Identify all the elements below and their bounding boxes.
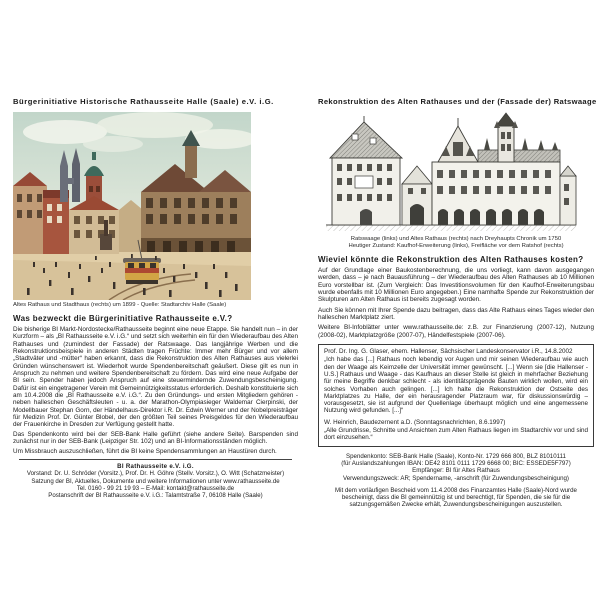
glaser-quote-text: „Ich habe das [...] Rathaus noch lebendig vor Augen und mir seinen Wiederaufbau wie auch den der Waage als Keimzelle der Universität immer gewünscht. [...] Wenn sie [die Hallenser - U.S.] Rathaus und Waage - das Kaufhaus an dieser Stelle ist gleich in mehrfacher Beziehung für meine Begriffe denkbar schlecht - als identitätsprägende Bauten wirklich wollen, wird ein solches Vorhaben auch gelingen. [...] Ich halte die Rekonstruktion der Ostseite des Marktplatzes zu Halle, der ein herausragender Platzraum war, für diskussionswürdig – vorausgesetzt, sie ist aufgrund der Quellenlage überhaupt möglich und eine angemessene Nutzung wird gefunden. [...]“ (324, 356, 588, 415)
left-image-caption: Altes Rathaus und Stadthaus (rechts) um 1899 - Quelle: Stadtarchiv Halle (Saale) (13, 302, 227, 308)
left-paragraph-3: Um Missbrauch auszuschließen, führt die BI keine Spendensammlungen an Haustüren durch. (13, 447, 277, 455)
donation-iban-line: (für Auslandszahlungen IBAN: DE42 8101 0111 1729 6668 00; BIC: ESSEDE5F797) (341, 459, 571, 467)
right-caption-line-1: Ratswaage (links) und Altes Rathaus (rechts) nach Dreyhaupts Chronik um 1750 (350, 236, 562, 242)
left-column (13, 97, 298, 500)
organization-name: BI Rathausseite e.V. i.G. (117, 462, 194, 470)
right-image-caption (318, 236, 594, 250)
footer-website-line: Satzung der BI, Aktuelles, Dokumente und weitere Informationen unter www.rathausseite.de (31, 477, 280, 485)
engraving-ratswaage-altes-rathaus (322, 112, 580, 234)
left-paragraph-2: Das Spendenkonto wird bei der SEB-Bank Halle geführt (siehe andere Seite). Barspenden sind zunächst nur in der SEB-Bank (Leipziger Str. 102) und an BI-Informationsständen möglich. (13, 430, 298, 446)
donation-account-block (318, 453, 594, 482)
donation-account-line: Spendenkonto: SEB-Bank Halle (Saale), Konto-Nr. 1729 666 800, BLZ 81010111 (346, 452, 566, 460)
left-section-heading: Was bezweckt die Bürgerinitiative Rathausseite e.V.? (13, 314, 233, 323)
right-caption-line-2: Heutiger Zustand: Kaufhof-Erweiterung (links), Freifläche vor dem Ratshof (rechts) (348, 243, 564, 249)
donation-purpose-line: Verwendungszweck: AR; Spendername, -anschrift (für Zuwendungsbescheinigung) (343, 474, 569, 482)
right-paragraph-2: Auch Sie können mit Ihrer Spende dazu beitragen, dass das Alte Rathaus eines Tages wieder den halleschen Marktplatz ziert. (318, 306, 594, 322)
footer-postal-line: Postanschrift der BI Rathausseite e.V. i.G.: Talamtstraße 7, 06108 Halle (Saale) (48, 492, 263, 500)
right-column (318, 97, 597, 509)
footer-board-line: Vorstand: Dr. U. Schröder (Vorsitz.), Prof. Dr. H. Göhre (Stellv. Vorsitz.), O. Witt (Schatzmeister) (26, 470, 285, 478)
contact-footer (13, 463, 298, 500)
right-annex (560, 166, 576, 225)
heinrich-quote-text: „Alle Grundrisse, Schnitte und Ansichten zum Alten Rathaus liegen im Stadtarchiv vor und sind dort einzusehen.“ (324, 427, 588, 442)
right-column-title: Rekonstruktion des Alten Rathauses und der (Fassade der) Ratswaage (318, 97, 597, 106)
left-paragraph-1: Die bisherige BI Markt-Nordostecke/Rathausseite beginnt eine neue Etappe. Sie handelt nun – in der Kurzform – als „BI Rathausseite e.V. i.G.“ und setzt sich weiterhin ein für den Wiederaufbau des Alten Rathauses und (zumindest der Fassade) der Ratswaage. Das langjährige Werben und die Rekonstruktionsbeispiele in anderen Städten tragen Früchte: Immer mehr Bürger und vor allem „Stadtväter und -mütter“ haben erkannt, dass die Rekonstruktion des Alten Rathauses aus vielerlei Gründen wünschenswert ist. Wiederholt wurde Spendenbereitschaft geäußert. Diese gilt es nun in Anspruch zu nehmen und weitere Spendenbereitschaft zu fördern. Das wird eine neue Aufgabe der BI sein. Spender haben jedoch Anspruch auf eine steuermindernde Zuwendungsbescheinigung. Dafür ist ein eingetragener Verein mit Gemeinnützigkeitsstatus erforderlich. Deshalb konstituierte sich am 10.4.2008 die „BI Rathausseite e.V. i.G.“. Zu den Gründungs- und ersten Mitgliedern gehören - neben halleschen Geschäftsleuten - u. a. der Marathon-Olympiasieger Waldemar Cierpinski, der Modellbauer Stephan Gorn, der Händelhaus-Direktor i.R. Dr. Edwin Werner und der Nobelpreisträger für Medizin Prof. Dr. Günter Blobel, der den größten Teil seines Preisgeldes für den Wiederaufbau der Frauenkirche in Dresden zur Verfügung gestellt hatte. (13, 326, 298, 429)
glaser-quote-header: Prof. Dr. Ing. G. Glaser, ehem. Hallenser, Sächsischer Landeskonservator i.R., 14.8.2002 (324, 348, 573, 356)
tax-notice: Mit dem vorläufigen Bescheid vom 11.4.2008 des Finanzamtes Halle (Saale)-Nord wurde bescheinigt, dass die BI gemeinnützig ist und berechtigt, für Spenden, die sie für die satzungsgemäßen Zwecke erhält, Zuwendungsbescheinigungen auszustellen. (335, 486, 577, 509)
quotes-box (318, 344, 594, 447)
right-paragraph-3: Weitere BI-Infoblätter unter www.rathausseite.de: z.B. zur Finanzierung (2007-12), Nutzung (2008-02), Marktplatzgröße (2007-07), Händelfestspiele (2007-06). (318, 324, 594, 339)
left-column-title: Bürgerinitiative Historische Rathausseite Halle (Saale) e.V. i.G. (13, 97, 274, 106)
footer-divider (19, 459, 292, 460)
heinrich-quote-header: W. Heinrich, Baudezernent a.D. (Sonntagsnachrichten, 8.6.1997) (324, 418, 506, 426)
right-section-heading: Wieviel könnte die Rekonstruktion des Alten Rathauses kosten? (318, 255, 584, 264)
historic-marketplace-photo (13, 112, 251, 300)
right-paragraph-1: Auf der Grundlage einer Baukostenberechnung, die uns vorliegt, kann davon ausgegangen werden, dass – je nach Bauausführung – der Wiederaufbau des Alten Rathauses ab 10 Millionen Euro vorstellbar ist. (Zum Vergleich: Das Investitionsvolumen für den Kaufhof-Erweiterungsbau wurde ebenfalls mit 10 Millionen Euro angegeben.) Eine namhafte Spende zur Rekonstruktion der Skulpturen am Alten Rathaus ist bereits zugesagt worden. (318, 267, 594, 304)
donation-recipient-line: Empfänger: BI für Altes Rathaus (412, 467, 500, 475)
footer-phone-email-line: Tel. 0160 - 99 21 19 93 – E-Mail: kontakt@rathausseite.de (76, 485, 235, 493)
